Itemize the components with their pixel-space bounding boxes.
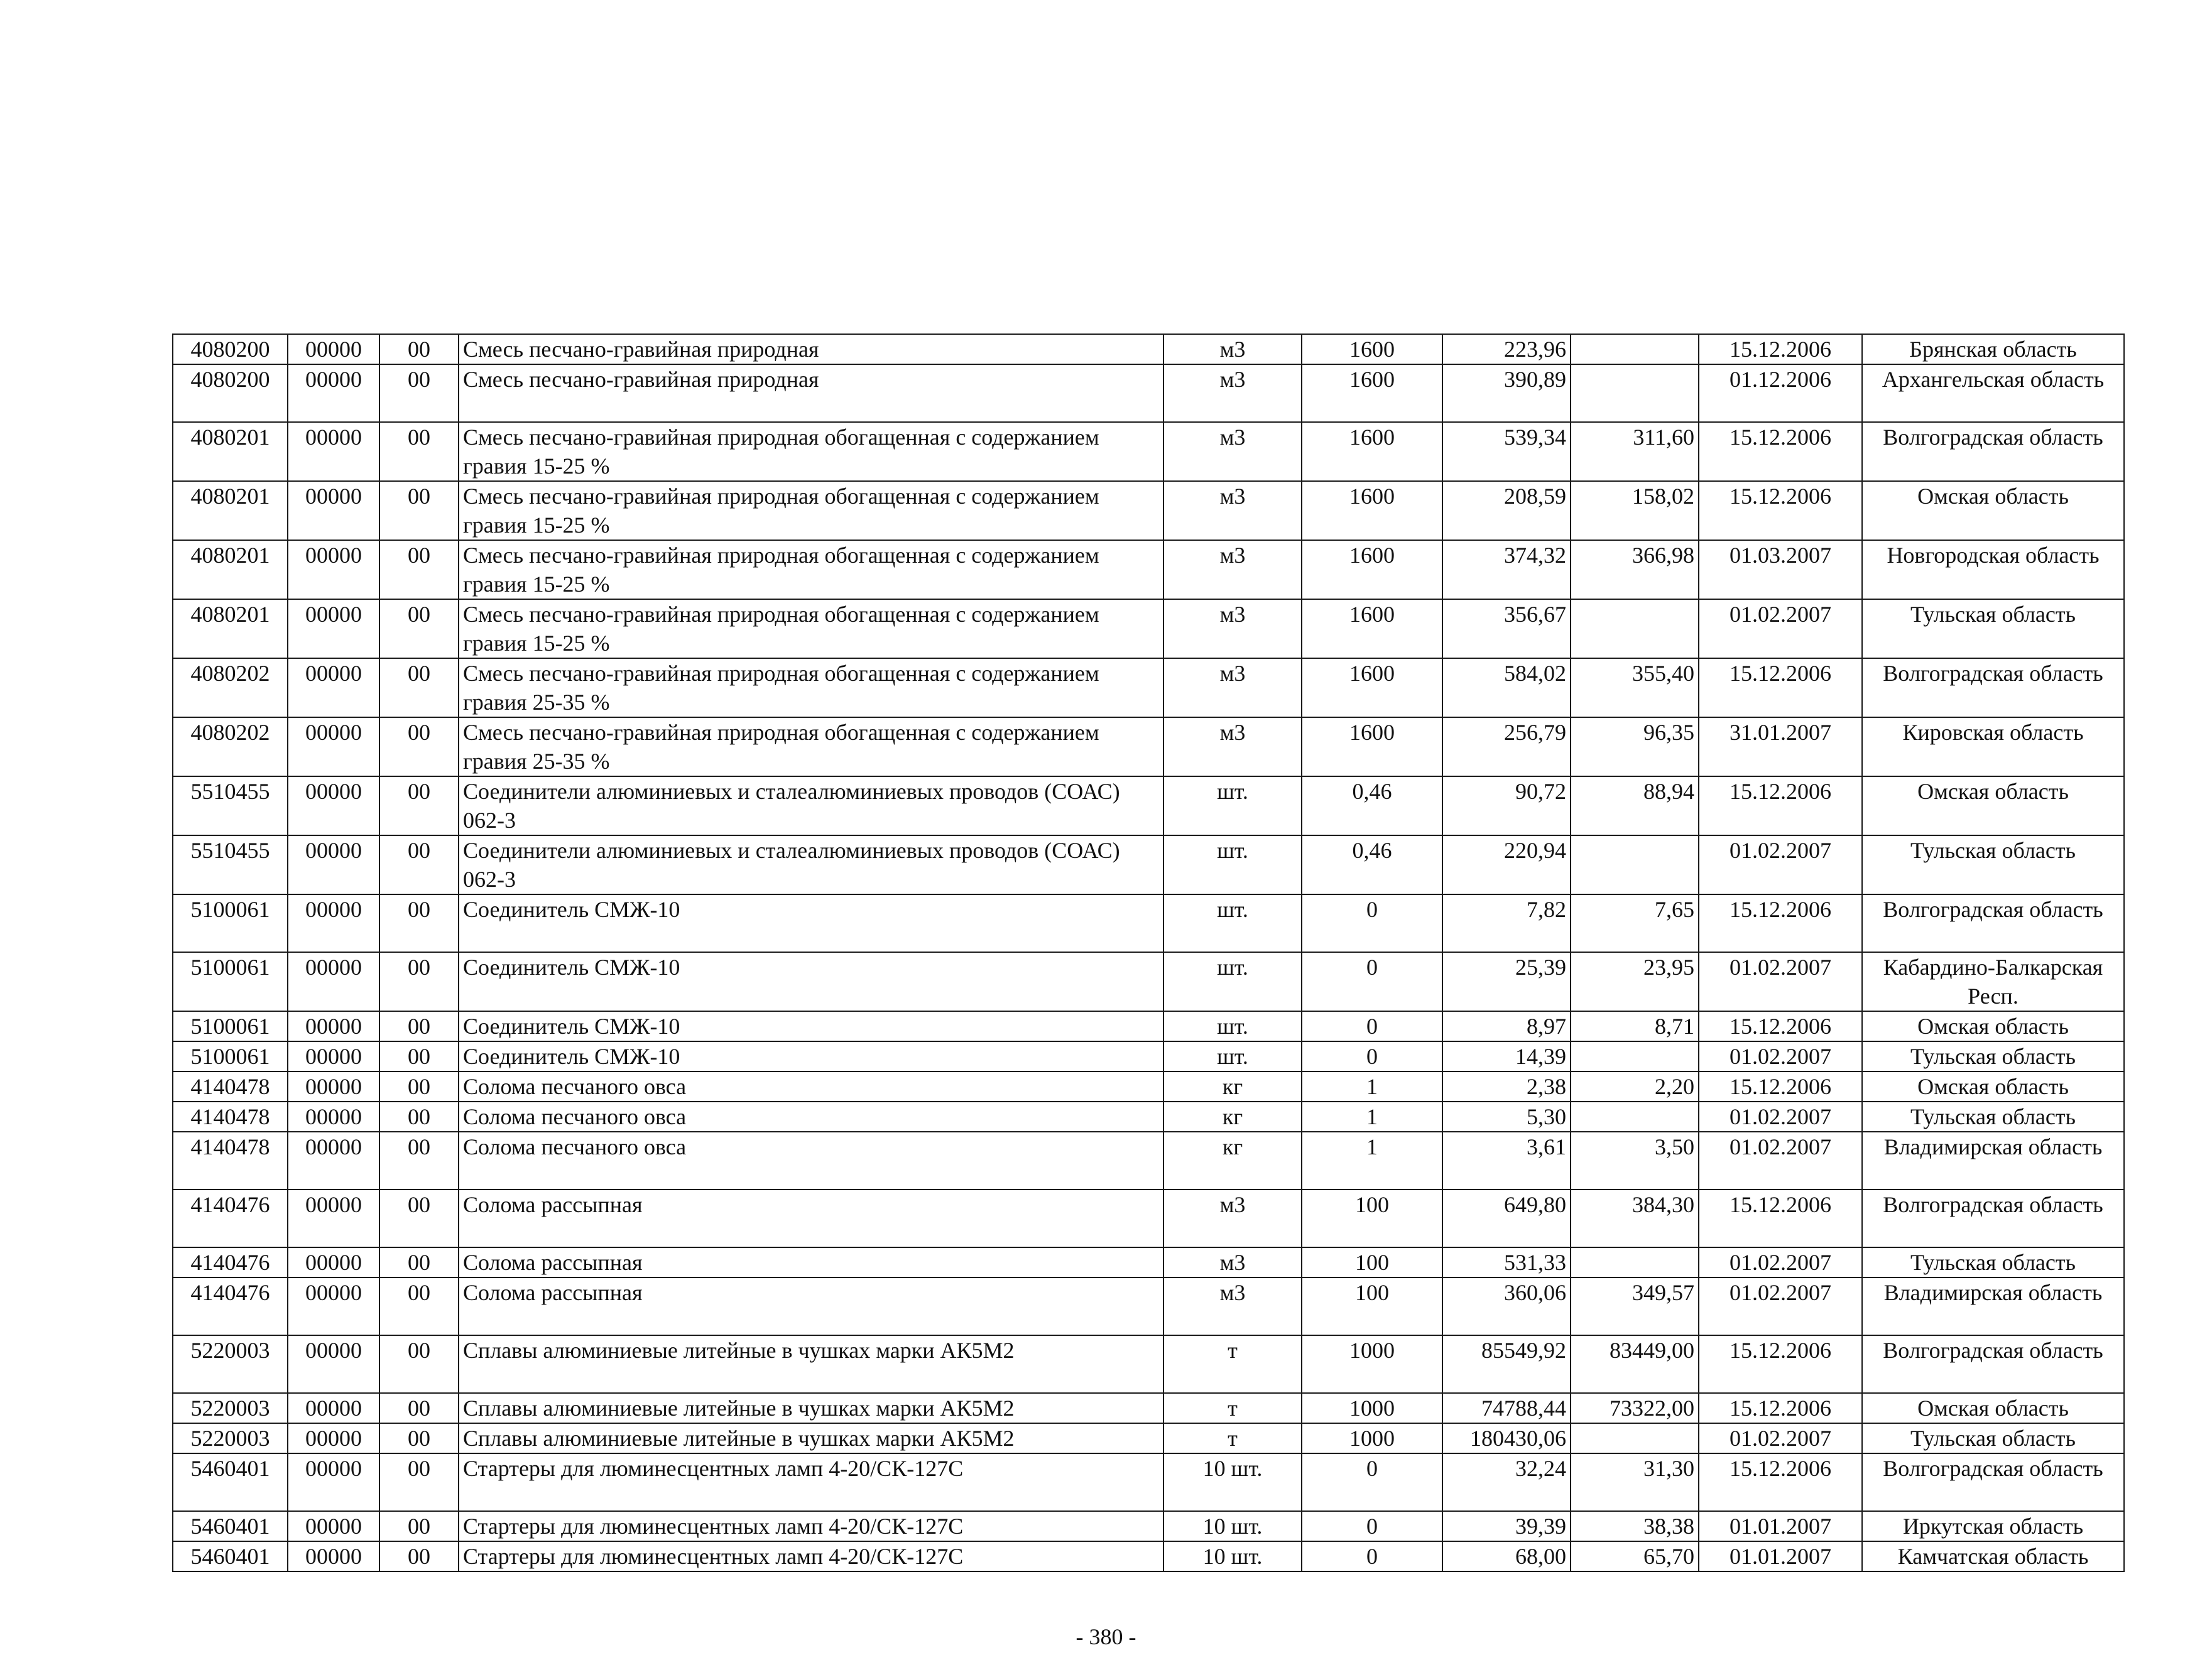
table-row — [173, 952, 2124, 1011]
table-row — [173, 1247, 2124, 1277]
cell-date: 15.12.2006 — [1699, 334, 1862, 364]
cell-price: 7,82 — [1442, 894, 1571, 952]
cell-subcode: 00000 — [288, 1335, 379, 1393]
cell-coefficient: 1600 — [1302, 422, 1442, 481]
cell-code: 4080202 — [173, 658, 288, 717]
cell-unit: т — [1163, 1335, 1302, 1393]
cell-coefficient: 100 — [1302, 1247, 1442, 1277]
cell-code: 4080202 — [173, 717, 288, 776]
cell-index: 00 — [379, 481, 459, 540]
cell-coefficient: 1000 — [1302, 1423, 1442, 1453]
cell-date: 01.02.2007 — [1699, 599, 1862, 658]
cell-price: 32,24 — [1442, 1453, 1571, 1511]
cell-code: 5460401 — [173, 1541, 288, 1571]
cell-code: 5100061 — [173, 952, 288, 1011]
cell-index: 00 — [379, 1071, 459, 1102]
cell-date: 01.02.2007 — [1699, 1102, 1862, 1132]
cell-index: 00 — [379, 717, 459, 776]
cell-name: Солома рассыпная — [459, 1277, 1163, 1335]
cell-unit: м3 — [1163, 1247, 1302, 1277]
cell-subcode: 00000 — [288, 658, 379, 717]
table-row — [173, 894, 2124, 952]
cell-subcode: 00000 — [288, 717, 379, 776]
cell-subcode: 00000 — [288, 1071, 379, 1102]
cell-price-2: 349,57 — [1571, 1277, 1699, 1335]
cell-index: 00 — [379, 1011, 459, 1041]
cell-price: 220,94 — [1442, 835, 1571, 894]
cell-index: 00 — [379, 1393, 459, 1423]
cell-code: 5220003 — [173, 1423, 288, 1453]
cell-code: 5460401 — [173, 1511, 288, 1541]
cell-coefficient: 0 — [1302, 894, 1442, 952]
cell-index: 00 — [379, 599, 459, 658]
table-row — [173, 1423, 2124, 1453]
cell-index: 00 — [379, 1190, 459, 1247]
cell-subcode: 00000 — [288, 1453, 379, 1511]
cell-coefficient: 1600 — [1302, 334, 1442, 364]
cell-subcode: 00000 — [288, 1277, 379, 1335]
cell-price: 85549,92 — [1442, 1335, 1571, 1393]
cell-price: 3,61 — [1442, 1132, 1571, 1190]
table-row — [173, 540, 2124, 599]
cell-unit: м3 — [1163, 364, 1302, 422]
cell-date: 31.01.2007 — [1699, 717, 1862, 776]
cell-index: 00 — [379, 894, 459, 952]
cell-price: 356,67 — [1442, 599, 1571, 658]
cell-price-2: 88,94 — [1571, 776, 1699, 835]
cell-date: 01.02.2007 — [1699, 1132, 1862, 1190]
cell-price: 649,80 — [1442, 1190, 1571, 1247]
cell-date: 01.02.2007 — [1699, 1277, 1862, 1335]
cell-code: 5220003 — [173, 1335, 288, 1393]
cell-code: 4140478 — [173, 1132, 288, 1190]
cell-index: 00 — [379, 658, 459, 717]
cell-price-2: 366,98 — [1571, 540, 1699, 599]
cell-index: 00 — [379, 1423, 459, 1453]
cell-name: Соединители алюминиевых и сталеалюминиевых проводов (СОАС) 062-3 — [459, 835, 1163, 894]
table-row — [173, 835, 2124, 894]
cell-code: 4140478 — [173, 1102, 288, 1132]
cell-unit: кг — [1163, 1132, 1302, 1190]
cell-unit: м3 — [1163, 334, 1302, 364]
cell-unit: кг — [1163, 1071, 1302, 1102]
cell-coefficient: 0 — [1302, 1041, 1442, 1071]
cell-unit: т — [1163, 1393, 1302, 1423]
cell-name: Соединитель СМЖ-10 — [459, 952, 1163, 1011]
cell-coefficient: 1 — [1302, 1071, 1442, 1102]
cell-date: 01.02.2007 — [1699, 1041, 1862, 1071]
cell-code: 4080200 — [173, 364, 288, 422]
cell-price: 180430,06 — [1442, 1423, 1571, 1453]
cell-region: Омская область — [1862, 1071, 2124, 1102]
cell-subcode: 00000 — [288, 1423, 379, 1453]
table-row — [173, 1132, 2124, 1190]
cell-price: 25,39 — [1442, 952, 1571, 1011]
cell-price-2: 384,30 — [1571, 1190, 1699, 1247]
cell-coefficient: 1600 — [1302, 364, 1442, 422]
table-row — [173, 1277, 2124, 1335]
cell-price-2: 8,71 — [1571, 1011, 1699, 1041]
cell-region: Архангельская область — [1862, 364, 2124, 422]
cell-price: 90,72 — [1442, 776, 1571, 835]
table-row — [173, 1011, 2124, 1041]
cell-unit: м3 — [1163, 481, 1302, 540]
cell-code: 4140478 — [173, 1071, 288, 1102]
cell-coefficient: 1 — [1302, 1132, 1442, 1190]
table-row — [173, 481, 2124, 540]
cell-price-2: 7,65 — [1571, 894, 1699, 952]
cell-subcode: 00000 — [288, 364, 379, 422]
price-table — [172, 334, 2125, 1572]
cell-name: Стартеры для люминесцентных ламп 4-20/СК-127С — [459, 1453, 1163, 1511]
cell-name: Смесь песчано-гравийная природная — [459, 364, 1163, 422]
table-row — [173, 334, 2124, 364]
cell-price: 584,02 — [1442, 658, 1571, 717]
cell-index: 00 — [379, 540, 459, 599]
cell-subcode: 00000 — [288, 1247, 379, 1277]
table-row — [173, 1541, 2124, 1571]
cell-unit: 10 шт. — [1163, 1511, 1302, 1541]
cell-name: Смесь песчано-гравийная природная — [459, 334, 1163, 364]
cell-price: 2,38 — [1442, 1071, 1571, 1102]
cell-coefficient: 1000 — [1302, 1335, 1442, 1393]
cell-coefficient: 100 — [1302, 1190, 1442, 1247]
cell-price-2: 3,50 — [1571, 1132, 1699, 1190]
cell-coefficient: 0 — [1302, 1011, 1442, 1041]
cell-unit: шт. — [1163, 1041, 1302, 1071]
cell-region: Омская область — [1862, 776, 2124, 835]
cell-coefficient: 0,46 — [1302, 835, 1442, 894]
cell-name: Сплавы алюминиевые литейные в чушках марки АК5М2 — [459, 1423, 1163, 1453]
cell-name: Соединитель СМЖ-10 — [459, 1011, 1163, 1041]
cell-index: 00 — [379, 1247, 459, 1277]
page-number: - 380 - — [1076, 1624, 1136, 1649]
cell-unit: кг — [1163, 1102, 1302, 1132]
cell-region: Брянская область — [1862, 334, 2124, 364]
cell-date: 15.12.2006 — [1699, 1393, 1862, 1423]
cell-price: 68,00 — [1442, 1541, 1571, 1571]
cell-region: Волгоградская область — [1862, 1190, 2124, 1247]
table-row — [173, 1453, 2124, 1511]
cell-name: Сплавы алюминиевые литейные в чушках марки АК5М2 — [459, 1335, 1163, 1393]
cell-price: 531,33 — [1442, 1247, 1571, 1277]
cell-price: 8,97 — [1442, 1011, 1571, 1041]
cell-region: Омская область — [1862, 1011, 2124, 1041]
cell-coefficient: 0 — [1302, 952, 1442, 1011]
cell-name: Смесь песчано-гравийная природная обогащенная с содержанием гравия 15-25 % — [459, 422, 1163, 481]
cell-coefficient: 1000 — [1302, 1393, 1442, 1423]
cell-index: 00 — [379, 952, 459, 1011]
cell-region: Тульская область — [1862, 1247, 2124, 1277]
cell-unit: м3 — [1163, 658, 1302, 717]
cell-index: 00 — [379, 422, 459, 481]
cell-subcode: 00000 — [288, 1393, 379, 1423]
cell-code: 5220003 — [173, 1393, 288, 1423]
cell-price: 360,06 — [1442, 1277, 1571, 1335]
cell-price-2 — [1571, 1102, 1699, 1132]
cell-region: Тульская область — [1862, 1423, 2124, 1453]
cell-region: Тульская область — [1862, 1041, 2124, 1071]
cell-coefficient: 1600 — [1302, 599, 1442, 658]
cell-name: Солома песчаного овса — [459, 1071, 1163, 1102]
cell-code: 4080200 — [173, 334, 288, 364]
cell-coefficient: 0,46 — [1302, 776, 1442, 835]
cell-price-2: 23,95 — [1571, 952, 1699, 1011]
cell-region: Камчатская область — [1862, 1541, 2124, 1571]
cell-subcode: 00000 — [288, 1102, 379, 1132]
cell-unit: шт. — [1163, 952, 1302, 1011]
table-row — [173, 364, 2124, 422]
cell-name: Смесь песчано-гравийная природная обогащенная с содержанием гравия 25-35 % — [459, 717, 1163, 776]
cell-price: 208,59 — [1442, 481, 1571, 540]
cell-price-2 — [1571, 1247, 1699, 1277]
cell-region: Волгоградская область — [1862, 894, 2124, 952]
cell-subcode: 00000 — [288, 952, 379, 1011]
cell-region: Тульская область — [1862, 1102, 2124, 1132]
cell-index: 00 — [379, 1102, 459, 1132]
cell-region: Владимирская область — [1862, 1132, 2124, 1190]
cell-index: 00 — [379, 835, 459, 894]
cell-price: 223,96 — [1442, 334, 1571, 364]
cell-price: 39,39 — [1442, 1511, 1571, 1541]
cell-unit: шт. — [1163, 1011, 1302, 1041]
cell-subcode: 00000 — [288, 1132, 379, 1190]
cell-subcode: 00000 — [288, 776, 379, 835]
cell-price-2: 355,40 — [1571, 658, 1699, 717]
cell-code: 5510455 — [173, 835, 288, 894]
cell-unit: м3 — [1163, 540, 1302, 599]
cell-unit: м3 — [1163, 1190, 1302, 1247]
cell-subcode: 00000 — [288, 835, 379, 894]
cell-code: 4080201 — [173, 540, 288, 599]
cell-price-2 — [1571, 599, 1699, 658]
table-row — [173, 1190, 2124, 1247]
cell-date: 01.02.2007 — [1699, 835, 1862, 894]
cell-price: 539,34 — [1442, 422, 1571, 481]
cell-name: Сплавы алюминиевые литейные в чушках марки АК5М2 — [459, 1393, 1163, 1423]
cell-price: 256,79 — [1442, 717, 1571, 776]
cell-price-2: 2,20 — [1571, 1071, 1699, 1102]
cell-price-2: 73322,00 — [1571, 1393, 1699, 1423]
cell-coefficient: 1600 — [1302, 481, 1442, 540]
cell-price: 374,32 — [1442, 540, 1571, 599]
cell-coefficient: 100 — [1302, 1277, 1442, 1335]
cell-price: 14,39 — [1442, 1041, 1571, 1071]
cell-index: 00 — [379, 334, 459, 364]
cell-index: 00 — [379, 1541, 459, 1571]
cell-date: 01.01.2007 — [1699, 1541, 1862, 1571]
cell-subcode: 00000 — [288, 334, 379, 364]
cell-price-2: 31,30 — [1571, 1453, 1699, 1511]
cell-subcode: 00000 — [288, 599, 379, 658]
cell-region: Волгоградская область — [1862, 422, 2124, 481]
cell-region: Новгородская область — [1862, 540, 2124, 599]
cell-name: Солома рассыпная — [459, 1247, 1163, 1277]
cell-price-2: 96,35 — [1571, 717, 1699, 776]
cell-subcode: 00000 — [288, 1011, 379, 1041]
cell-price-2 — [1571, 835, 1699, 894]
cell-index: 00 — [379, 364, 459, 422]
cell-name: Солома рассыпная — [459, 1190, 1163, 1247]
cell-code: 4140476 — [173, 1190, 288, 1247]
cell-date: 01.02.2007 — [1699, 1423, 1862, 1453]
cell-code: 5510455 — [173, 776, 288, 835]
cell-unit: шт. — [1163, 835, 1302, 894]
cell-name: Смесь песчано-гравийная природная обогащенная с содержанием гравия 15-25 % — [459, 481, 1163, 540]
cell-name: Смесь песчано-гравийная природная обогащенная с содержанием гравия 15-25 % — [459, 540, 1163, 599]
table-row — [173, 717, 2124, 776]
table-row — [173, 1041, 2124, 1071]
cell-unit: шт. — [1163, 894, 1302, 952]
cell-date: 15.12.2006 — [1699, 1190, 1862, 1247]
cell-code: 4080201 — [173, 599, 288, 658]
table-row — [173, 1511, 2124, 1541]
cell-price: 390,89 — [1442, 364, 1571, 422]
cell-price-2: 65,70 — [1571, 1541, 1699, 1571]
table-row — [173, 1071, 2124, 1102]
cell-price-2 — [1571, 1423, 1699, 1453]
table-row — [173, 658, 2124, 717]
cell-code: 5100061 — [173, 1011, 288, 1041]
cell-coefficient: 1600 — [1302, 658, 1442, 717]
cell-date: 15.12.2006 — [1699, 481, 1862, 540]
cell-price-2 — [1571, 1041, 1699, 1071]
cell-index: 00 — [379, 776, 459, 835]
cell-price: 5,30 — [1442, 1102, 1571, 1132]
cell-coefficient: 0 — [1302, 1541, 1442, 1571]
cell-code: 4140476 — [173, 1247, 288, 1277]
cell-date: 15.12.2006 — [1699, 1011, 1862, 1041]
cell-date: 01.12.2006 — [1699, 364, 1862, 422]
cell-region: Иркутская область — [1862, 1511, 2124, 1541]
cell-index: 00 — [379, 1453, 459, 1511]
cell-date: 15.12.2006 — [1699, 1335, 1862, 1393]
cell-region: Кабардино-Балкарская Респ. — [1862, 952, 2124, 1011]
cell-code: 5100061 — [173, 1041, 288, 1071]
cell-price-2 — [1571, 364, 1699, 422]
cell-unit: м3 — [1163, 1277, 1302, 1335]
cell-region: Омская область — [1862, 1393, 2124, 1423]
cell-region: Владимирская область — [1862, 1277, 2124, 1335]
cell-coefficient: 0 — [1302, 1511, 1442, 1541]
cell-region: Тульская область — [1862, 599, 2124, 658]
cell-index: 00 — [379, 1132, 459, 1190]
cell-name: Соединитель СМЖ-10 — [459, 1041, 1163, 1071]
table-row — [173, 776, 2124, 835]
table-row — [173, 1335, 2124, 1393]
cell-coefficient: 1600 — [1302, 540, 1442, 599]
cell-code: 4080201 — [173, 481, 288, 540]
cell-name: Стартеры для люминесцентных ламп 4-20/СК-127С — [459, 1511, 1163, 1541]
cell-name: Смесь песчано-гравийная природная обогащенная с содержанием гравия 15-25 % — [459, 599, 1163, 658]
cell-region: Тульская область — [1862, 835, 2124, 894]
cell-region: Волгоградская область — [1862, 1453, 2124, 1511]
cell-price-2: 311,60 — [1571, 422, 1699, 481]
cell-subcode: 00000 — [288, 1190, 379, 1247]
cell-code: 4080201 — [173, 422, 288, 481]
cell-region: Омская область — [1862, 481, 2124, 540]
cell-subcode: 00000 — [288, 422, 379, 481]
table-row — [173, 1102, 2124, 1132]
cell-unit: шт. — [1163, 776, 1302, 835]
cell-subcode: 00000 — [288, 894, 379, 952]
cell-region: Кировская область — [1862, 717, 2124, 776]
cell-price: 74788,44 — [1442, 1393, 1571, 1423]
cell-date: 01.02.2007 — [1699, 1247, 1862, 1277]
cell-name: Солома песчаного овса — [459, 1132, 1163, 1190]
cell-name: Солома песчаного овса — [459, 1102, 1163, 1132]
cell-region: Волгоградская область — [1862, 658, 2124, 717]
cell-name: Соединители алюминиевых и сталеалюминиевых проводов (СОАС) 062-3 — [459, 776, 1163, 835]
table-row — [173, 422, 2124, 481]
cell-region: Волгоградская область — [1862, 1335, 2124, 1393]
cell-unit: м3 — [1163, 599, 1302, 658]
cell-unit: м3 — [1163, 422, 1302, 481]
cell-name: Смесь песчано-гравийная природная обогащенная с содержанием гравия 25-35 % — [459, 658, 1163, 717]
cell-index: 00 — [379, 1335, 459, 1393]
cell-unit: м3 — [1163, 717, 1302, 776]
cell-subcode: 00000 — [288, 540, 379, 599]
cell-date: 15.12.2006 — [1699, 1071, 1862, 1102]
cell-date: 15.12.2006 — [1699, 658, 1862, 717]
cell-subcode: 00000 — [288, 481, 379, 540]
cell-code: 4140476 — [173, 1277, 288, 1335]
cell-price-2 — [1571, 334, 1699, 364]
cell-name: Стартеры для люминесцентных ламп 4-20/СК-127С — [459, 1541, 1163, 1571]
table-body — [173, 334, 2124, 1571]
cell-coefficient: 0 — [1302, 1453, 1442, 1511]
cell-date: 15.12.2006 — [1699, 1453, 1862, 1511]
cell-code: 5100061 — [173, 894, 288, 952]
cell-date: 15.12.2006 — [1699, 422, 1862, 481]
cell-unit: 10 шт. — [1163, 1541, 1302, 1571]
cell-date: 01.02.2007 — [1699, 952, 1862, 1011]
cell-subcode: 00000 — [288, 1541, 379, 1571]
cell-index: 00 — [379, 1041, 459, 1071]
cell-price-2: 38,38 — [1571, 1511, 1699, 1541]
cell-coefficient: 1600 — [1302, 717, 1442, 776]
cell-coefficient: 1 — [1302, 1102, 1442, 1132]
table-row — [173, 599, 2124, 658]
cell-index: 00 — [379, 1277, 459, 1335]
cell-date: 15.12.2006 — [1699, 776, 1862, 835]
cell-code: 5460401 — [173, 1453, 288, 1511]
cell-subcode: 00000 — [288, 1041, 379, 1071]
cell-name: Соединитель СМЖ-10 — [459, 894, 1163, 952]
cell-date: 01.01.2007 — [1699, 1511, 1862, 1541]
cell-price-2: 158,02 — [1571, 481, 1699, 540]
cell-date: 15.12.2006 — [1699, 894, 1862, 952]
cell-date: 01.03.2007 — [1699, 540, 1862, 599]
table-row — [173, 1393, 2124, 1423]
cell-price-2: 83449,00 — [1571, 1335, 1699, 1393]
cell-unit: 10 шт. — [1163, 1453, 1302, 1511]
cell-subcode: 00000 — [288, 1511, 379, 1541]
cell-unit: т — [1163, 1423, 1302, 1453]
cell-index: 00 — [379, 1511, 459, 1541]
